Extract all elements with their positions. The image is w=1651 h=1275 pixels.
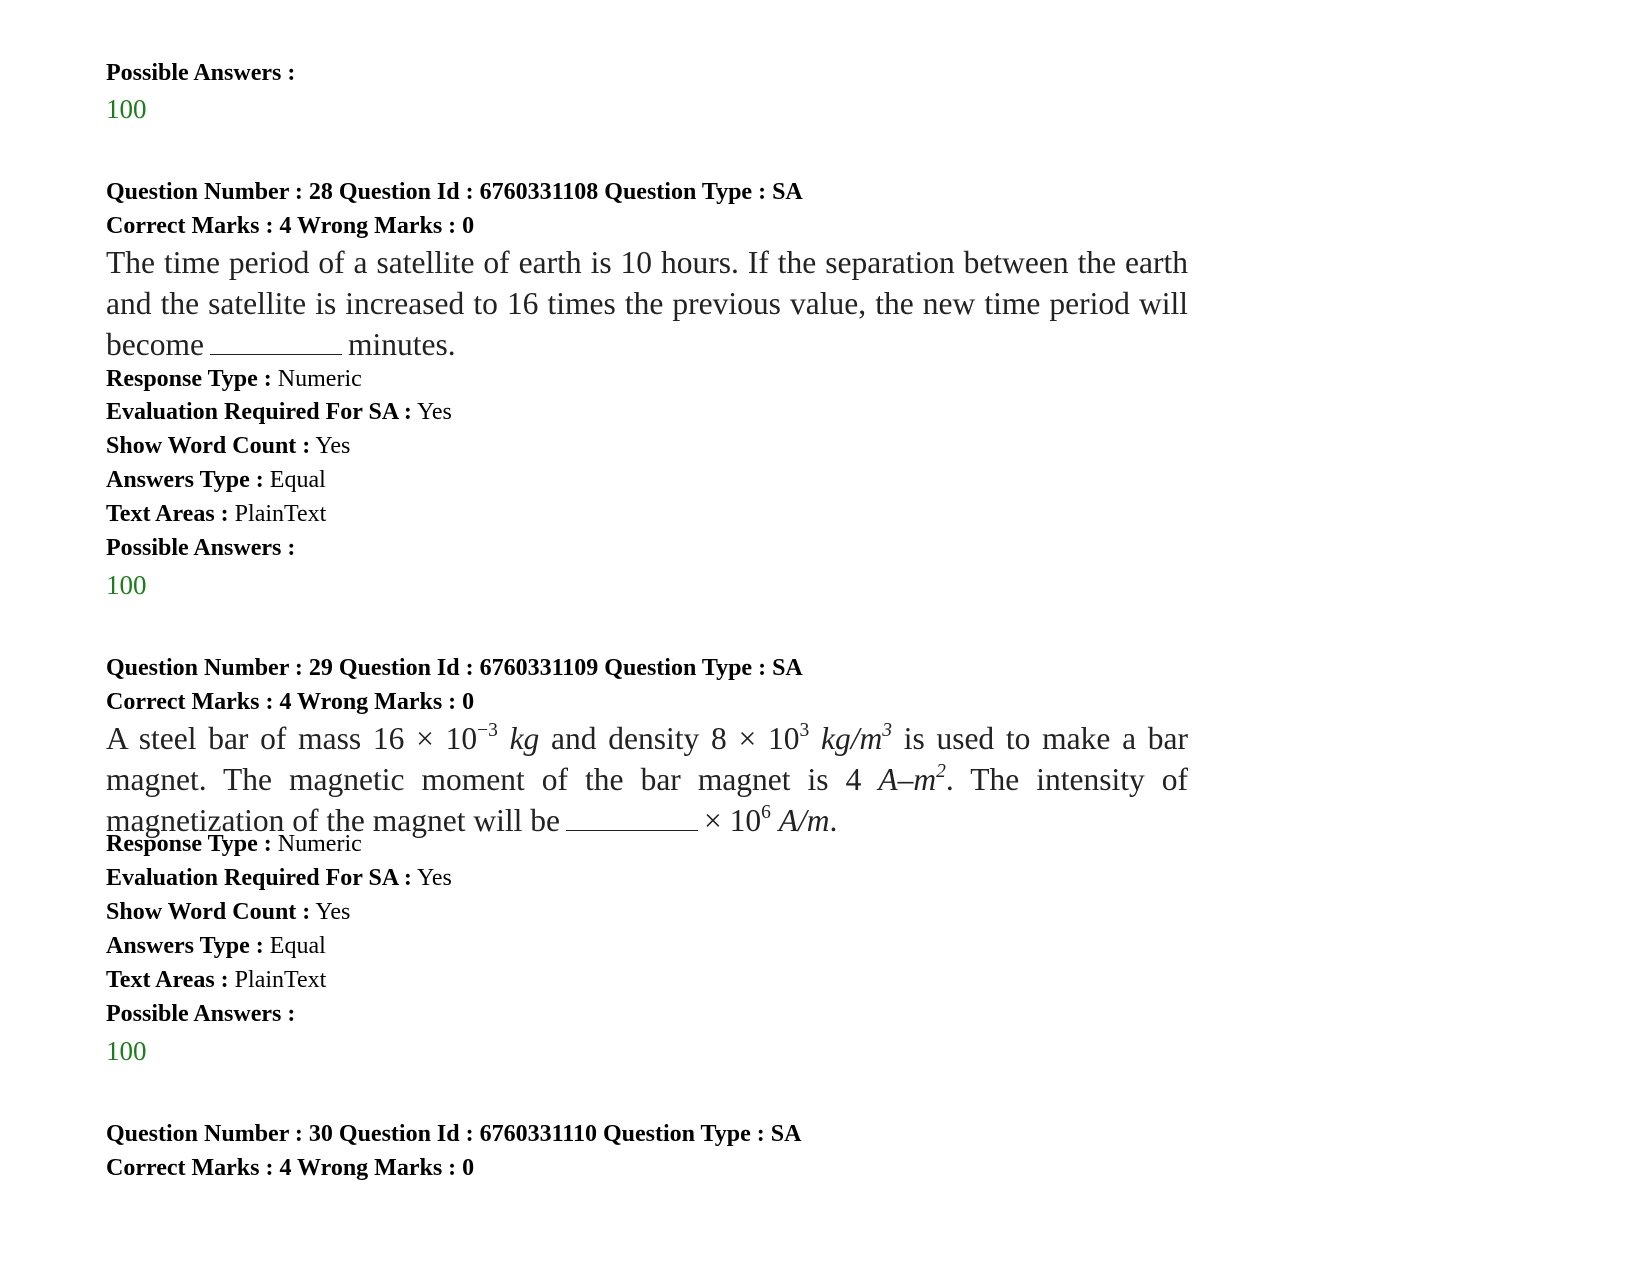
question-marks: Correct Marks : 4 Wrong Marks : 0: [106, 689, 475, 715]
question-text-part: . The intensity of magnetization of the magnet will be: [106, 762, 1189, 838]
question-text-part: A steel bar of mass 16 × 10: [106, 721, 478, 756]
evaluation-required-row: Evaluation Required For SA : Yes: [106, 399, 452, 425]
question-header: Question Number : 30 Question Id : 6760331110 Question Type : SA: [106, 1121, 802, 1147]
question-text-part: is used to make a bar magnet. The magnetic moment of the bar magnet is 4: [106, 721, 1189, 797]
answer-blank: [210, 328, 342, 355]
text-areas-row: Text Areas : PlainText: [106, 501, 327, 527]
evaluation-required-row: Evaluation Required For SA : Yes: [106, 865, 452, 891]
show-word-count-row: Show Word Count : Yes: [106, 899, 351, 925]
question-marks: Correct Marks : 4 Wrong Marks : 0: [106, 1155, 475, 1181]
question-text: [106, 242, 1188, 365]
show-word-count-row: Show Word Count : Yes: [106, 433, 351, 459]
response-type-row: Response Type : Numeric: [106, 366, 362, 392]
question-header: Question Number : 29 Question Id : 6760331109 Question Type : SA: [106, 655, 803, 681]
unit: kg: [509, 721, 540, 756]
possible-answer-value: 100: [106, 570, 147, 600]
exponent: −3: [477, 719, 498, 741]
question-text: [106, 718, 1188, 841]
question-marks: Correct Marks : 4 Wrong Marks : 0: [106, 213, 475, 239]
question-text-part: .: [829, 803, 838, 838]
possible-answers-label: Possible Answers :: [106, 1001, 296, 1027]
question-text-part: × 10: [703, 803, 762, 838]
question-text-part: and density 8 × 10: [551, 721, 800, 756]
unit: A/m: [778, 803, 830, 838]
exponent: 3: [799, 719, 810, 741]
unit: $kg/m^3$: [820, 719, 892, 756]
answers-type-row: Answers Type : Equal: [106, 933, 326, 959]
document-page: [106, 0, 1546, 1275]
possible-answer-value: 100: [106, 1036, 147, 1066]
question-header: Question Number : 28 Question Id : 6760331108 Question Type : SA: [106, 179, 803, 205]
possible-answer-value: 100: [106, 94, 147, 124]
answer-blank: [566, 804, 698, 831]
unit: $A-m^2$: [878, 760, 946, 797]
answers-type-row: Answers Type : Equal: [106, 467, 326, 493]
text-areas-row: Text Areas : PlainText: [106, 967, 327, 993]
question-text-part: minutes.: [347, 327, 456, 362]
response-type-row: Response Type : Numeric: [106, 831, 362, 857]
possible-answers-label: Possible Answers :: [106, 60, 296, 86]
question-text-part: The time period of a satellite of earth is 10 hours. If the separation between the earth and the satellite is increased to 16 times the previous value, the new time period will become: [106, 245, 1188, 362]
possible-answers-label: Possible Answers :: [106, 535, 296, 561]
exponent: 6: [761, 801, 771, 823]
